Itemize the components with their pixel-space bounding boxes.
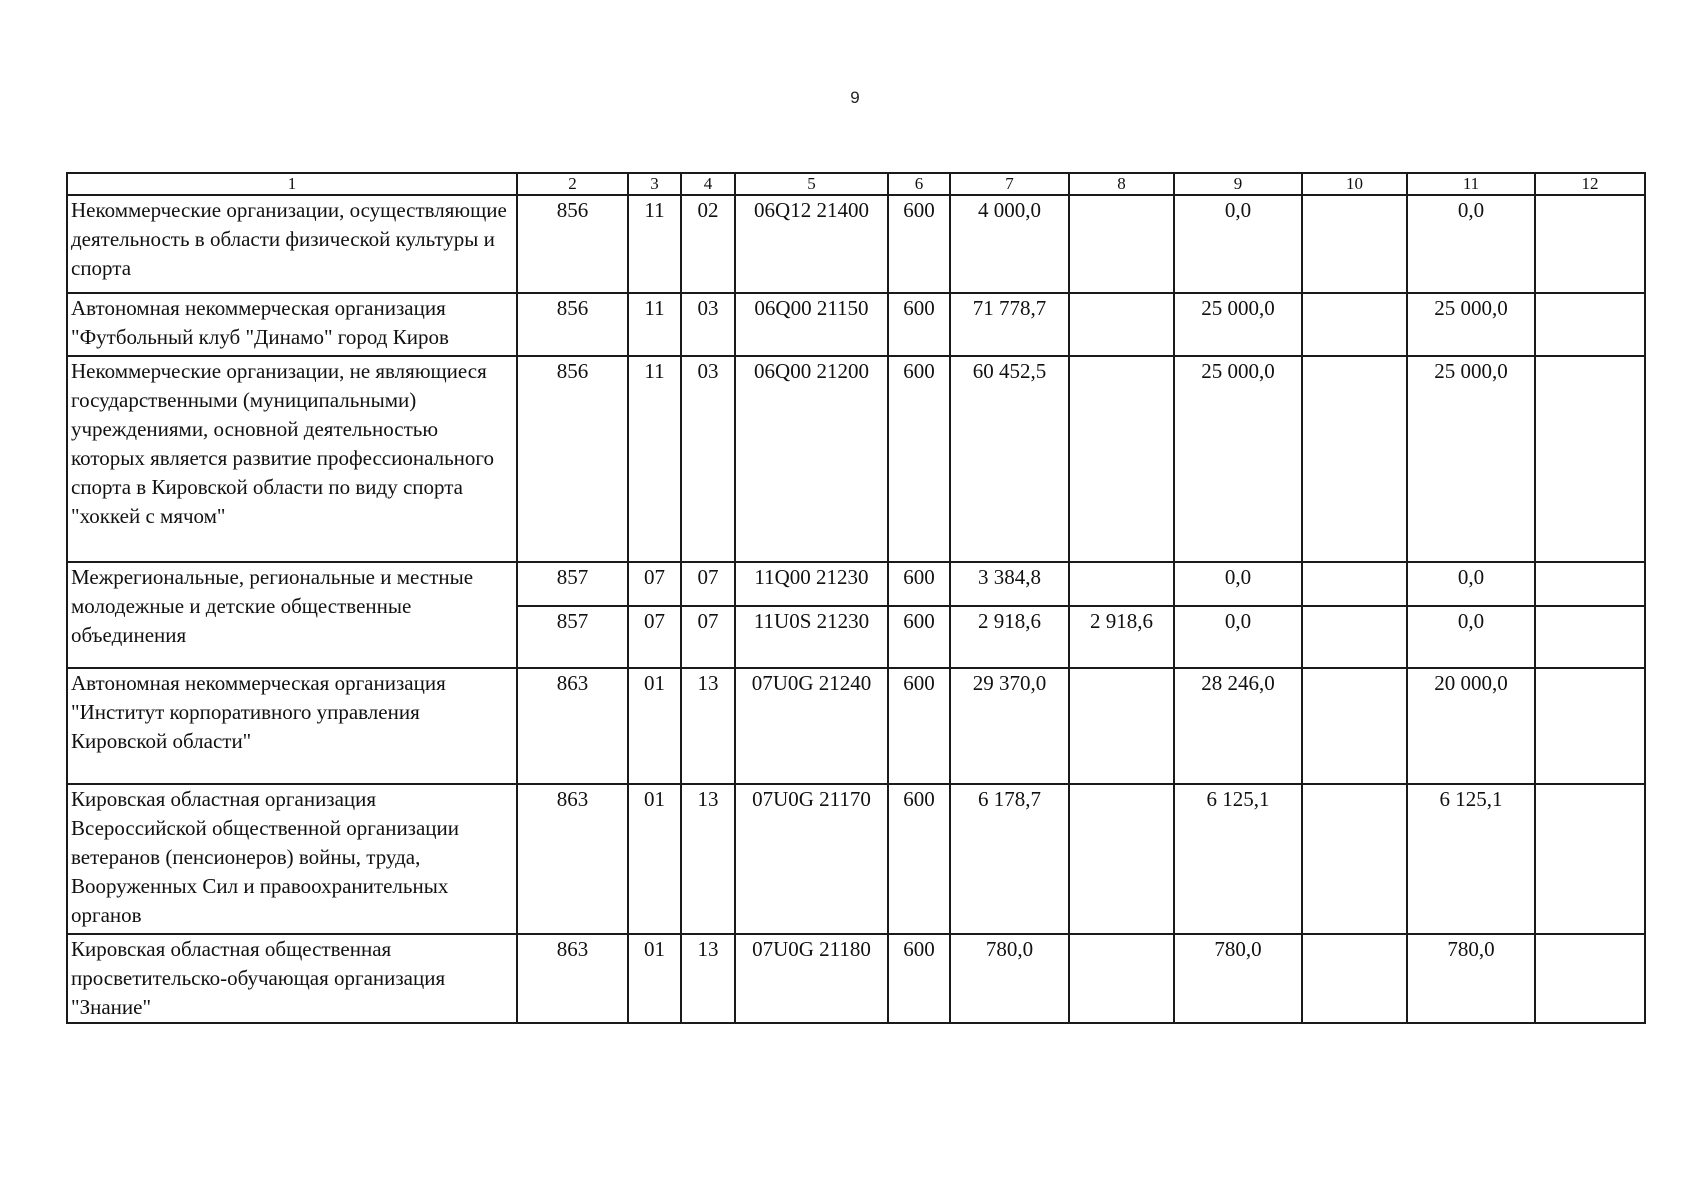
column-header: 6	[888, 173, 950, 195]
cell-amount-12	[1535, 934, 1645, 1023]
cell-amount-11: 0,0	[1407, 195, 1535, 293]
cell-subsection: 13	[681, 784, 735, 934]
cell-target-article: 06Q00 21200	[735, 356, 888, 562]
cell-expense-type: 600	[888, 293, 950, 356]
organization-name: Автономная некоммерческая организация "Футбольный клуб "Динамо" город Киров	[67, 293, 517, 356]
cell-amount-9: 25 000,0	[1174, 356, 1302, 562]
cell-section: 01	[628, 668, 681, 784]
cell-subsection: 13	[681, 668, 735, 784]
cell-amount-11: 0,0	[1407, 562, 1535, 606]
cell-section: 11	[628, 195, 681, 293]
organization-name: Кировская областная общественная просветительско-обучающая организация "Знание"	[67, 934, 517, 1023]
cell-amount-8	[1069, 195, 1174, 293]
cell-expense-type: 600	[888, 356, 950, 562]
cell-subsection: 03	[681, 293, 735, 356]
cell-section: 11	[628, 293, 681, 356]
column-number-row	[67, 173, 1645, 195]
cell-ministry-code: 856	[517, 356, 628, 562]
cell-expense-type: 600	[888, 668, 950, 784]
table-row	[67, 562, 1645, 606]
cell-subsection: 03	[681, 356, 735, 562]
cell-ministry-code: 863	[517, 668, 628, 784]
cell-amount-9: 6 125,1	[1174, 784, 1302, 934]
cell-expense-type: 600	[888, 934, 950, 1023]
cell-amount-12	[1535, 668, 1645, 784]
cell-amount-10	[1302, 784, 1407, 934]
cell-amount-12	[1535, 562, 1645, 606]
cell-subsection: 07	[681, 606, 735, 668]
cell-amount-11: 20 000,0	[1407, 668, 1535, 784]
cell-amount-8	[1069, 934, 1174, 1023]
cell-expense-type: 600	[888, 784, 950, 934]
cell-amount-9: 0,0	[1174, 562, 1302, 606]
cell-amount-11: 25 000,0	[1407, 293, 1535, 356]
cell-amount-10	[1302, 293, 1407, 356]
cell-amount-9: 780,0	[1174, 934, 1302, 1023]
cell-subsection: 13	[681, 934, 735, 1023]
cell-amount-7: 4 000,0	[950, 195, 1069, 293]
cell-amount-8	[1069, 356, 1174, 562]
cell-target-article: 07U0G 21170	[735, 784, 888, 934]
cell-target-article: 11Q00 21230	[735, 562, 888, 606]
organization-name: Некоммерческие организации, не являющиеся государственными (муниципальными) учреждениями, основной деятельностью которых является развитие профессионального спорта в Кировской области по виду спорта "хоккей с мячом"	[67, 356, 517, 562]
cell-target-article: 07U0G 21180	[735, 934, 888, 1023]
cell-target-article: 06Q00 21150	[735, 293, 888, 356]
cell-section: 11	[628, 356, 681, 562]
organization-name: Кировская областная организация Всероссийской общественной организации ветеранов (пенсионеров) войны, труда, Вооруженных Сил и правоохранительных органов	[67, 784, 517, 934]
cell-target-article: 11U0S 21230	[735, 606, 888, 668]
cell-target-article: 07U0G 21240	[735, 668, 888, 784]
table-row	[67, 195, 1645, 293]
cell-amount-11: 0,0	[1407, 606, 1535, 668]
column-header: 4	[681, 173, 735, 195]
cell-amount-7: 2 918,6	[950, 606, 1069, 668]
cell-expense-type: 600	[888, 195, 950, 293]
cell-amount-9: 0,0	[1174, 195, 1302, 293]
cell-amount-7: 6 178,7	[950, 784, 1069, 934]
cell-section: 01	[628, 934, 681, 1023]
cell-amount-7: 71 778,7	[950, 293, 1069, 356]
cell-amount-11: 780,0	[1407, 934, 1535, 1023]
cell-section: 07	[628, 606, 681, 668]
column-header: 8	[1069, 173, 1174, 195]
column-header: 12	[1535, 173, 1645, 195]
cell-amount-9: 28 246,0	[1174, 668, 1302, 784]
table-row	[67, 934, 1645, 1023]
cell-amount-7: 3 384,8	[950, 562, 1069, 606]
cell-amount-8	[1069, 668, 1174, 784]
cell-amount-10	[1302, 195, 1407, 293]
cell-amount-10	[1302, 934, 1407, 1023]
cell-amount-12	[1535, 356, 1645, 562]
column-header: 3	[628, 173, 681, 195]
cell-subsection: 07	[681, 562, 735, 606]
cell-amount-10	[1302, 606, 1407, 668]
cell-amount-11: 25 000,0	[1407, 356, 1535, 562]
cell-expense-type: 600	[888, 606, 950, 668]
organization-name: Межрегиональные, региональные и местные молодежные и детские общественные объединения	[67, 562, 517, 668]
cell-ministry-code: 863	[517, 784, 628, 934]
cell-target-article: 06Q12 21400	[735, 195, 888, 293]
cell-amount-8	[1069, 293, 1174, 356]
table-row	[67, 668, 1645, 784]
column-header: 7	[950, 173, 1069, 195]
cell-amount-10	[1302, 668, 1407, 784]
cell-amount-8	[1069, 562, 1174, 606]
cell-amount-7: 780,0	[950, 934, 1069, 1023]
organization-name: Некоммерческие организации, осуществляющие деятельность в области физической культуры и спорта	[67, 195, 517, 293]
table-row	[67, 356, 1645, 562]
cell-section: 07	[628, 562, 681, 606]
column-header: 10	[1302, 173, 1407, 195]
cell-amount-12	[1535, 293, 1645, 356]
cell-ministry-code: 857	[517, 606, 628, 668]
cell-ministry-code: 857	[517, 562, 628, 606]
cell-section: 01	[628, 784, 681, 934]
table-row	[67, 784, 1645, 934]
column-header: 2	[517, 173, 628, 195]
table-row	[67, 293, 1645, 356]
column-header: 5	[735, 173, 888, 195]
budget-table	[66, 172, 1646, 1024]
cell-amount-8: 2 918,6	[1069, 606, 1174, 668]
organization-name: Автономная некоммерческая организация "Институт корпоративного управления Кировской области"	[67, 668, 517, 784]
cell-amount-7: 60 452,5	[950, 356, 1069, 562]
cell-amount-12	[1535, 784, 1645, 934]
column-header: 9	[1174, 173, 1302, 195]
cell-amount-7: 29 370,0	[950, 668, 1069, 784]
cell-amount-12	[1535, 606, 1645, 668]
cell-expense-type: 600	[888, 562, 950, 606]
cell-ministry-code: 856	[517, 195, 628, 293]
cell-amount-11: 6 125,1	[1407, 784, 1535, 934]
cell-amount-10	[1302, 356, 1407, 562]
cell-amount-8	[1069, 784, 1174, 934]
column-header: 1	[67, 173, 517, 195]
cell-ministry-code: 856	[517, 293, 628, 356]
page-number: 9	[850, 88, 860, 107]
cell-ministry-code: 863	[517, 934, 628, 1023]
cell-subsection: 02	[681, 195, 735, 293]
cell-amount-12	[1535, 195, 1645, 293]
cell-amount-10	[1302, 562, 1407, 606]
column-header: 11	[1407, 173, 1535, 195]
cell-amount-9: 0,0	[1174, 606, 1302, 668]
cell-amount-9: 25 000,0	[1174, 293, 1302, 356]
